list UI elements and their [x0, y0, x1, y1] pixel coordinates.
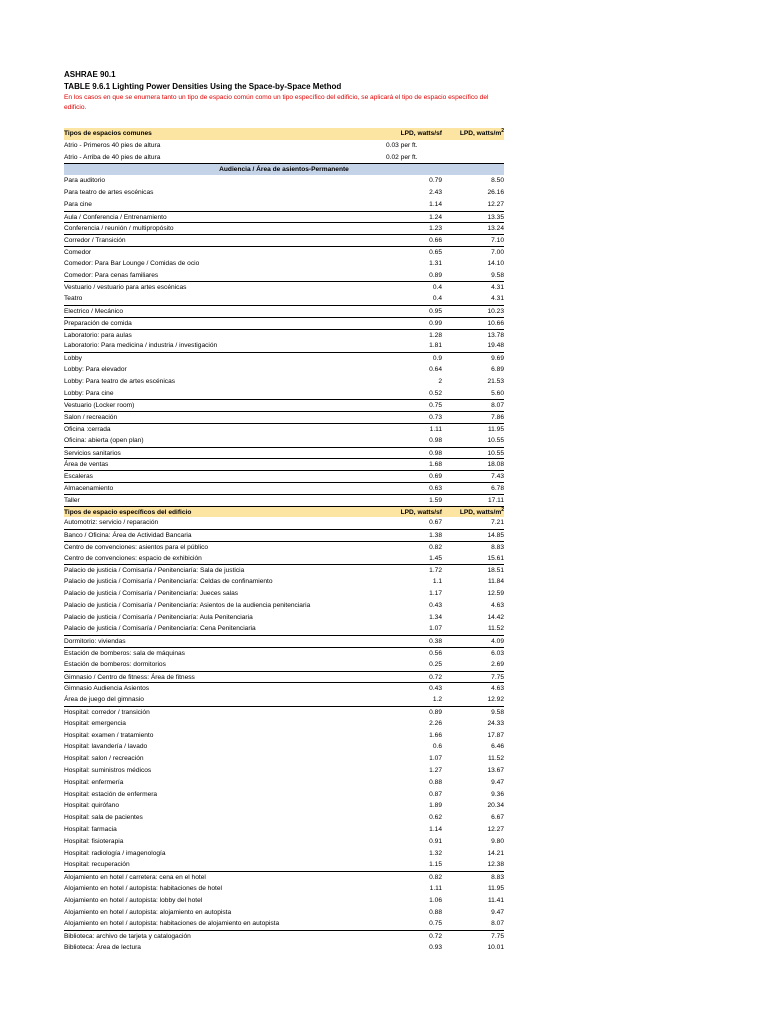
space-type: Taller — [64, 496, 80, 504]
lpd-watts-m2: 10.01 — [487, 943, 504, 951]
lpd-watts-sf: 1.27 — [429, 767, 442, 775]
lpd-watts-sf: 0.88 — [429, 778, 442, 786]
lpd-watts-sf: 0.89 — [429, 709, 442, 717]
lpd-watts-sf: 2.26 — [429, 719, 442, 727]
lpd-watts-m2: 4.63 — [491, 685, 504, 693]
space-type: Para auditorio — [64, 177, 106, 185]
table-row — [64, 364, 504, 376]
space-type: Área de ventas — [64, 461, 109, 469]
lpd-watts-sf: 2 — [438, 377, 442, 385]
table-row — [64, 388, 504, 400]
lpd-watts-m2: 11.52 — [487, 755, 504, 763]
table-row — [64, 340, 504, 352]
space-type: Salon / recreación — [64, 414, 118, 422]
table-row — [64, 270, 504, 282]
lpd-watts-sf: 0.02 per ft. — [386, 153, 418, 161]
table-row — [64, 907, 504, 919]
lpd-watts-m2: 18.08 — [487, 461, 504, 469]
lpd-watts-m2: 4.31 — [491, 284, 504, 292]
space-type: Hospital: fisioterapia — [64, 837, 124, 845]
lpd-watts-m2: 9.69 — [491, 355, 504, 363]
table-row — [64, 423, 504, 435]
lpd-watts-m2: 7.43 — [491, 473, 504, 481]
table-row — [64, 730, 504, 742]
space-type: Laboratorio: para aulas — [64, 331, 132, 339]
table-row — [64, 800, 504, 812]
lpd-watts-m2: 6.78 — [491, 484, 504, 492]
space-type: Para teatro de artes escénicas — [64, 188, 154, 196]
lpd-watts-m2 — [442, 140, 504, 152]
lpd-watts-sf: 0.89 — [429, 271, 442, 279]
lpd-watts-m2: 13.35 — [487, 213, 504, 221]
lpd-watts-m2: 13.67 — [487, 767, 504, 775]
lpd-watts-sf: 0.62 — [429, 814, 442, 822]
lpd-watts-sf: 0.64 — [429, 365, 442, 373]
table-row — [64, 836, 504, 848]
space-type: Área de juego del gimnasio — [64, 696, 144, 704]
lpd-watts-m2: 21.53 — [487, 377, 504, 385]
table-row — [64, 258, 504, 270]
space-type: Centro de convenciones: espacio de exhibición — [64, 554, 202, 562]
space-type: Hospital: radiología / imagenología — [64, 849, 166, 857]
table-row — [64, 600, 504, 612]
lpd-watts-sf: 1.15 — [429, 861, 442, 869]
table-row — [64, 211, 504, 223]
space-type: Alojamiento en hotel / autopista: habitaciones de alojamiento en autopista — [64, 920, 280, 928]
lpd-watts-m2: 7.00 — [491, 248, 504, 256]
space-type: Oficina :cerrada — [64, 425, 111, 433]
specific-header-c1: LPD, watts/sf — [400, 508, 442, 516]
space-type: Palacio de justicia / Comisaría / Penitenciaría: Sala de justicia — [64, 567, 245, 575]
table-row — [64, 694, 504, 706]
lpd-watts-m2: 14.21 — [487, 849, 504, 857]
space-type: Hospital: recuperación — [64, 861, 130, 869]
lpd-watts-sf: 1.11 — [429, 885, 442, 892]
space-type: Alojamiento en hotel / carretera: cena en el hotel — [64, 874, 206, 882]
lpd-watts-sf: 1.23 — [429, 225, 442, 233]
space-type: Estación de bomberos: sala de máquinas — [64, 650, 185, 658]
doc-table-title: TABLE 9.6.1 Lighting Power Densities Using the Space-by-Space Method — [64, 82, 342, 91]
table-row — [64, 246, 504, 258]
lpd-watts-sf: 1.07 — [429, 755, 442, 763]
table-row — [64, 623, 504, 635]
table-row — [64, 741, 504, 753]
space-type: Banco / Oficina: Área de Actividad Bancaria — [64, 532, 192, 540]
table-row — [64, 458, 504, 470]
table-row — [64, 529, 504, 541]
space-type: Vestuario / vestuario para artes escénicas — [64, 284, 187, 292]
doc-note: En los casos en que se enumera tanto un tipo de espacio común como un tipo específico del edificio, se aplicará el tipo de espacio específico del edificio. — [64, 94, 489, 111]
space-type: Dormitorio: viviendas — [64, 638, 126, 646]
lpd-watts-m2: 12.27 — [487, 200, 504, 208]
space-type: Biblioteca: archivo de tarjeta y catalogación — [64, 933, 191, 941]
table-row — [64, 871, 504, 883]
table-row — [64, 564, 504, 576]
lpd-watts-m2: 13.24 — [487, 225, 504, 233]
lpd-watts-m2: 7.75 — [491, 673, 504, 681]
lpd-watts-sf: 1.81 — [429, 342, 442, 350]
space-type: Hospital: corredor / transición — [64, 709, 150, 717]
lpd-watts-m2: 4.63 — [491, 601, 504, 609]
lpd-watts-m2: 2.69 — [491, 660, 504, 668]
lpd-watts-m2: 19.48 — [487, 342, 504, 350]
table-row — [64, 659, 504, 671]
table-row — [64, 152, 504, 164]
space-type: Almacenamiento — [64, 484, 114, 492]
lpd-watts-m2: 6.67 — [491, 814, 504, 822]
specific-header-row — [64, 506, 504, 518]
table-row — [64, 612, 504, 624]
space-type: Hospital: sala de pacientes — [64, 814, 143, 822]
lpd-watts-sf: 0.91 — [429, 837, 442, 845]
table-row — [64, 718, 504, 730]
lpd-watts-sf: 0.52 — [429, 389, 442, 397]
specific-header-name: Tipos de espacio específicos del edificio — [64, 508, 192, 516]
lpd-watts-sf: 1.89 — [429, 802, 442, 810]
lpd-watts-m2: 6.46 — [491, 743, 504, 751]
lpd-watts-m2: 11.84 — [487, 578, 504, 586]
lpd-watts-sf: 1.32 — [429, 849, 442, 857]
space-type: Palacio de justicia / Comisaría / Penitenciaría: Asientos de la audiencia penitenciaria — [64, 601, 311, 609]
table-row — [64, 222, 504, 234]
table-row — [64, 175, 504, 187]
space-type: Palacio de justicia / Comisaría / Penitenciaría: Celdas de confinamiento — [64, 578, 273, 586]
lpd-watts-m2: 10.23 — [487, 307, 504, 315]
lpd-watts-m2: 6.03 — [491, 650, 504, 658]
lpd-watts-sf: 0.25 — [429, 660, 442, 668]
lpd-watts-sf: 0.03 per ft. — [386, 141, 418, 149]
lpd-watts-sf: 1.07 — [429, 625, 442, 633]
table-row — [64, 470, 504, 482]
table-row — [64, 789, 504, 801]
lpd-watts-sf: 0.56 — [429, 650, 442, 658]
lpd-watts-sf: 1.45 — [429, 554, 442, 562]
lpd-watts-m2: 10.66 — [487, 319, 504, 327]
lpd-watts-sf: 0.4 — [432, 295, 442, 303]
space-type: Gimnasio Audiencia Asientos — [64, 685, 150, 693]
lpd-watts-sf: 1.38 — [429, 532, 442, 540]
specific-header-c2: LPD, watts/$m^2$ — [459, 506, 504, 516]
space-type: Electrico / Mecánico — [64, 307, 123, 315]
lpd-watts-sf: 0.66 — [429, 237, 442, 245]
lpd-watts-m2: 17.11 — [487, 496, 504, 504]
lpd-watts-sf: 0.43 — [429, 601, 442, 609]
space-type: Alojamiento en hotel / autopista: alojamiento en autopista — [64, 908, 232, 916]
table-row — [64, 317, 504, 329]
lpd-watts-m2: 9.58 — [491, 271, 504, 279]
lpd-watts-sf: 1.28 — [429, 331, 442, 339]
lpd-watts-m2: 26.16 — [487, 188, 504, 196]
lpd-watts-m2: 12.38 — [487, 861, 504, 869]
space-type: Oficina: abierta (open plan) — [64, 436, 144, 444]
space-type: Conferencia / reunión / multipropósito — [64, 225, 174, 233]
lpd-watts-sf: 0.98 — [429, 436, 442, 444]
table-row — [64, 293, 504, 305]
lpd-watts-sf: 1.11 — [429, 425, 442, 433]
table-row — [64, 883, 504, 895]
lpd-watts-sf: 0.98 — [429, 449, 442, 457]
lpd-watts-m2: 12.27 — [487, 826, 504, 834]
lpd-watts-sf: 0.87 — [429, 790, 442, 798]
table-row — [64, 494, 504, 506]
space-type: Alojamiento en hotel / autopista: lobby del hotel — [64, 896, 203, 904]
space-type: Comedor: Para Bar Lounge / Comidas de ocio — [64, 259, 200, 267]
lpd-watts-sf: 2.43 — [429, 188, 442, 196]
lpd-watts-sf: 0.88 — [429, 908, 442, 916]
lpd-watts-sf: 0.4 — [432, 284, 442, 292]
table-row — [64, 588, 504, 600]
table-row — [64, 848, 504, 860]
space-type: Servicios sanitarios — [64, 449, 121, 457]
space-type: Atrio - Primeros 40 pies de altura — [64, 141, 161, 149]
table-row — [64, 376, 504, 388]
lpd-watts-m2: 11.95 — [487, 425, 504, 433]
space-type: Para cine — [64, 200, 92, 208]
lpd-watts-m2: 8.83 — [491, 543, 504, 551]
table-row — [64, 824, 504, 836]
table-row — [64, 895, 504, 907]
lpd-watts-m2: 7.86 — [491, 414, 504, 422]
space-type: Vestuario (Locker room) — [64, 402, 135, 410]
lpd-watts-m2: 11.41 — [487, 896, 504, 904]
space-type: Palacio de justicia / Comisaría / Penitenciaría: Aula Penitenciaria — [64, 613, 253, 621]
table-row — [64, 753, 504, 765]
lpd-watts-m2: 6.89 — [491, 365, 504, 373]
space-type: Hospital: quirófano — [64, 802, 119, 810]
table-row — [64, 777, 504, 789]
lpd-watts-m2: 9.36 — [491, 790, 504, 798]
space-type: Palacio de justicia / Comisaría / Penitenciaría: Jueces salas — [64, 590, 239, 598]
space-type: Hospital: enfermería — [64, 778, 124, 786]
lpd-watts-m2: 12.92 — [487, 696, 504, 704]
table-row — [64, 647, 504, 659]
space-type: Palacio de justicia / Comisaría / Penitenciaría: Cena Penitenciaria — [64, 625, 256, 633]
doc-standard: ASHRAE 90.1 — [64, 70, 116, 79]
lpd-watts-sf: 0.43 — [429, 685, 442, 693]
space-type: Lobby: Para elevador — [64, 365, 127, 373]
document — [64, 69, 504, 954]
lpd-watts-m2: 12.59 — [487, 590, 504, 598]
space-type: Preparación de comida — [64, 319, 132, 327]
table-row — [64, 812, 504, 824]
lpd-watts-sf: 1.68 — [429, 461, 442, 469]
table-row — [64, 447, 504, 459]
lpd-watts-m2: 10.55 — [487, 436, 504, 444]
lpd-watts-m2: 11.52 — [487, 625, 504, 633]
lpd-watts-sf: 0.82 — [429, 874, 442, 882]
lpd-watts-sf: 1.66 — [429, 731, 442, 739]
lpd-watts-sf: 0.95 — [429, 307, 442, 315]
lpd-watts-sf: 0.93 — [429, 943, 442, 951]
table-row — [64, 352, 504, 364]
space-type: Corredor / Transición — [64, 237, 126, 245]
lpd-watts-sf: 0.73 — [429, 414, 442, 422]
lpd-watts-sf: 0.6 — [432, 743, 442, 751]
space-type: Hospital: farmacia — [64, 826, 117, 834]
table-row — [64, 859, 504, 871]
space-type: Hospital: salon / recreación — [64, 755, 144, 763]
space-type: Hospital: examen / tratamiento — [64, 731, 154, 739]
lpd-watts-sf: 0.67 — [429, 519, 442, 527]
lpd-watts-m2: 10.55 — [487, 449, 504, 457]
space-type: Hospital: estación de enfermera — [64, 790, 158, 798]
table-row — [64, 671, 504, 683]
table-row — [64, 281, 504, 293]
lpd-watts-m2: 9.47 — [491, 778, 504, 786]
table-row — [64, 706, 504, 718]
lpd-watts-sf: 1.1 — [432, 578, 442, 586]
lpd-watts-m2: 13.78 — [487, 331, 504, 339]
space-type: Escaleras — [64, 473, 93, 481]
table-row — [64, 140, 504, 152]
lpd-watts-m2: 8.07 — [491, 920, 504, 928]
table-row — [64, 930, 504, 942]
lpd-watts-sf: 0.82 — [429, 543, 442, 551]
lpd-watts-sf: 1.06 — [429, 896, 442, 904]
lpd-watts-sf: 0.9 — [432, 355, 442, 363]
table-row — [64, 553, 504, 565]
lpd-watts-m2: 9.47 — [491, 908, 504, 916]
table-row — [64, 411, 504, 423]
lpd-watts-m2: 11.95 — [487, 885, 504, 892]
lpd-watts-sf: 1.34 — [429, 613, 442, 621]
lpd-watts-sf: 1.14 — [429, 200, 442, 208]
lpd-watts-sf: 0.75 — [429, 920, 442, 928]
table-row — [64, 541, 504, 553]
lpd-watts-sf: 1.2 — [432, 696, 442, 704]
lpd-watts-sf: 1.59 — [429, 496, 442, 504]
lpd-watts-sf: 1.17 — [429, 590, 442, 598]
lpd-watts-sf: 1.31 — [429, 259, 442, 267]
lpd-watts-m2: 8.83 — [491, 874, 504, 882]
space-type: Biblioteca: Área de lectura — [64, 943, 141, 951]
table-row — [64, 234, 504, 246]
space-type: Laboratorio: Para medicina / industria / investigación — [64, 342, 218, 350]
table-row — [64, 329, 504, 341]
table-row — [64, 305, 504, 317]
lpd-watts-sf: 0.99 — [429, 319, 442, 327]
table-row — [64, 187, 504, 199]
space-type: Hospital: lavandería / lavado — [64, 743, 148, 751]
space-type: Aula / Conferencia / Entrenamiento — [64, 213, 167, 221]
lpd-watts-m2: 7.75 — [491, 933, 504, 941]
lpd-watts-sf: 1.24 — [429, 213, 442, 221]
lpd-watts-m2: 7.21 — [491, 519, 504, 527]
lpd-watts-sf: 0.65 — [429, 248, 442, 256]
lpd-watts-m2: 8.50 — [491, 177, 504, 185]
table-row — [64, 682, 504, 694]
table-row — [64, 399, 504, 411]
common-header-name: Tipos de espacios comunes — [64, 130, 152, 137]
table-row — [64, 635, 504, 647]
lpd-watts-m2: 14.10 — [487, 259, 504, 267]
common-header-c2: LPD, watts/$m^2$ — [459, 128, 504, 137]
lpd-watts-m2: 5.60 — [491, 389, 504, 397]
lpd-watts-sf: 0.72 — [429, 673, 442, 681]
lpd-watts-sf: 0.79 — [429, 177, 442, 185]
space-type: Atrio - Arriba de 40 pies de altura — [64, 153, 161, 161]
lpd-watts-m2: 18.51 — [487, 567, 504, 575]
lpd-watts-m2 — [442, 152, 504, 164]
table-row — [64, 765, 504, 777]
lpd-watts-m2: 4.31 — [491, 295, 504, 303]
lpd-watts-sf: 0.63 — [429, 484, 442, 492]
lpd-watts-sf: 1.72 — [429, 567, 442, 575]
lpd-watts-m2: 8.07 — [491, 402, 504, 410]
space-type: Lobby: Para teatro de artes escénicas — [64, 377, 176, 385]
table-row — [64, 918, 504, 930]
table-row — [64, 482, 504, 494]
common-header-c1: LPD, watts/sf — [400, 130, 442, 137]
lpd-watts-m2: 4.09 — [491, 638, 504, 646]
space-type: Lobby: Para cine — [64, 389, 114, 397]
lpd-watts-sf: 0.75 — [429, 402, 442, 410]
section-header: Audiencia / Área de asientos-Permanente — [64, 163, 504, 175]
space-type: Comedor: Para cenas familiares — [64, 271, 159, 279]
space-type: Automotriz: servicio / reparación — [64, 519, 159, 527]
lpd-watts-sf: 0.72 — [429, 933, 442, 941]
space-type: Hospital: emergencia — [64, 719, 126, 727]
space-type: Hospital: suministros médicos — [64, 767, 152, 775]
lpd-watts-m2: 15.61 — [487, 554, 504, 562]
lpd-watts-m2: 17.87 — [487, 731, 504, 739]
space-type: Comedor — [64, 248, 92, 256]
table-row — [64, 517, 504, 529]
lpd-watts-m2: 14.42 — [487, 613, 504, 621]
common-header-row — [64, 128, 504, 140]
space-type: Alojamiento en hotel / autopista: habitaciones de hotel — [64, 885, 222, 892]
space-type: Estación de bomberos: dormitorios — [64, 660, 166, 668]
lpd-watts-m2: 9.58 — [491, 709, 504, 717]
lpd-watts-sf: 1.14 — [429, 826, 442, 834]
lpd-watts-m2: 9.80 — [491, 837, 504, 845]
space-type: Lobby — [64, 355, 82, 363]
lpd-watts-m2: 24.33 — [487, 719, 504, 727]
table-row — [64, 199, 504, 211]
table-row — [64, 942, 504, 954]
space-type: Teatro — [64, 295, 83, 303]
lpd-watts-m2: 14.85 — [487, 532, 504, 540]
space-type: Gimnasio / Centro de fitness: Área de fitness — [64, 673, 195, 681]
lpd-watts-m2: 20.34 — [487, 802, 504, 810]
space-type: Centro de convenciones: asientos para el público — [64, 543, 209, 551]
lpd-watts-m2: 7.10 — [491, 237, 504, 245]
table-row — [64, 435, 504, 447]
table-row — [64, 576, 504, 588]
lpd-watts-sf: 0.38 — [429, 638, 442, 646]
lpd-watts-sf: 0.69 — [429, 473, 442, 481]
